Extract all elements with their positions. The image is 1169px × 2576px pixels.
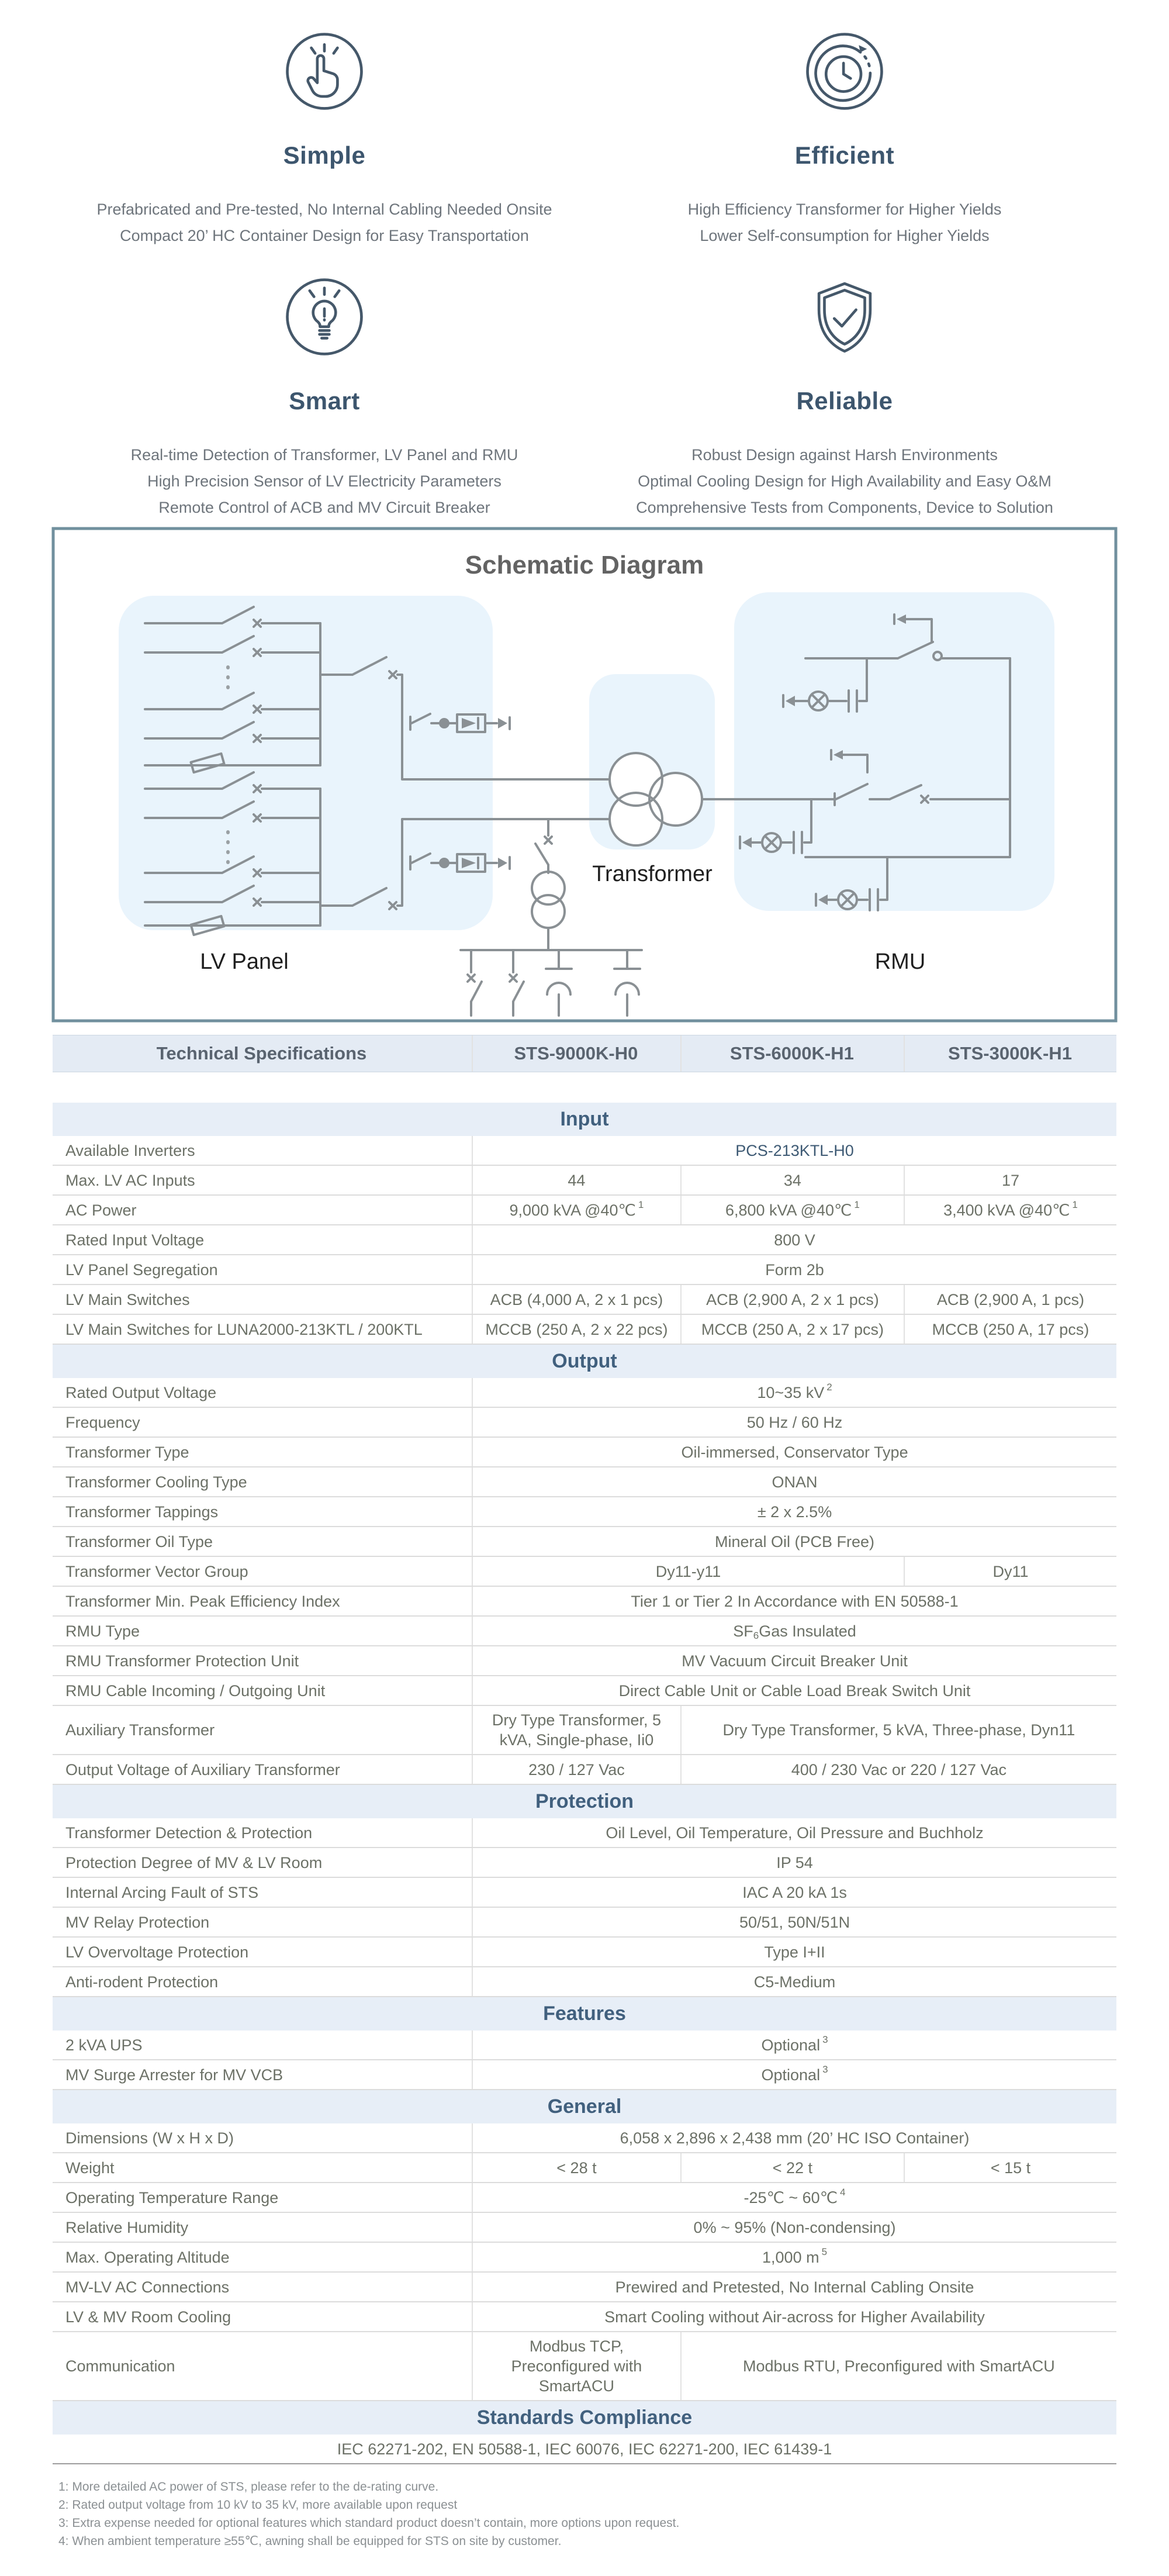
spec-value-cell: < 15 t xyxy=(904,2153,1116,2182)
spec-row xyxy=(53,1196,1116,1225)
spec-label: MV Surge Arrester for MV VCB xyxy=(65,2066,283,2084)
feature-line: Lower Self-consumption for Higher Yields xyxy=(700,227,990,244)
spec-row xyxy=(53,1438,1116,1467)
schematic-title: Schematic Diagram xyxy=(465,551,704,579)
footnote: 4: When ambient temperature ≥55℃, awning shall be equipped for STS on site by customer. xyxy=(58,2534,562,2548)
efficiency-clock-icon xyxy=(804,30,886,112)
spec-label: Operating Temperature Range xyxy=(65,2188,279,2206)
footnote: 2: Rated output voltage from 10 kV to 35 kV, more available upon request xyxy=(58,2498,458,2512)
feature-title: Simple xyxy=(283,141,366,169)
spec-row xyxy=(53,1848,1116,1878)
schematic-svg xyxy=(51,527,1118,1023)
shield-check-icon xyxy=(804,276,886,358)
spec-value-cell: 34 xyxy=(680,1166,904,1194)
spec-row xyxy=(53,1166,1116,1196)
spec-label: Output Voltage of Auxiliary Transformer xyxy=(65,1760,340,1779)
spec-value-cell: Dy11-y11 xyxy=(472,1557,904,1586)
spec-label: LV Main Switches for LUNA2000-213KTL / 200KTL xyxy=(65,1320,423,1338)
spec-label: Weight xyxy=(65,2159,115,2177)
feature-line: Comprehensive Tests from Components, Device to Solution xyxy=(636,499,1053,516)
spec-value-cell: 1,000 m 5 xyxy=(472,2243,1116,2271)
spec-section-header: General xyxy=(53,2090,1116,2123)
feature-card xyxy=(584,276,1105,521)
spec-label: Transformer Oil Type xyxy=(65,1532,213,1551)
spec-value-cell: Form 2b xyxy=(472,1255,1116,1284)
spec-value-cell: IAC A 20 kA 1s xyxy=(472,1878,1116,1907)
spec-value-cell: Prewired and Pretested, No Internal Cabling Onsite xyxy=(472,2273,1116,2301)
feature-card xyxy=(584,30,1105,249)
spec-label: Auxiliary Transformer xyxy=(65,1721,215,1739)
spec-value-cell: 400 / 230 Vac or 220 / 127 Vac xyxy=(680,1755,1116,1784)
spec-label: Transformer Cooling Type xyxy=(65,1473,247,1491)
spec-label: Transformer Detection & Protection xyxy=(65,1824,313,1842)
spec-label: Transformer Tappings xyxy=(65,1503,219,1521)
feature-line: High Efficiency Transformer for Higher Yields xyxy=(687,201,1002,218)
spec-row xyxy=(53,1255,1116,1285)
spec-label: Transformer Min. Peak Efficiency Index xyxy=(65,1592,340,1610)
spec-label: Dimensions (W x H x D) xyxy=(65,2129,234,2147)
spec-value-cell: Direct Cable Unit or Cable Load Break Switch Unit xyxy=(472,1676,1116,1705)
spec-row xyxy=(53,2243,1116,2273)
footnote: 3: Extra expense needed for optional features which standard product doesn’t contain, more options upon request. xyxy=(58,2516,680,2530)
spec-label: Max. Operating Altitude xyxy=(65,2248,230,2266)
spec-col-header-title: Technical Specifications xyxy=(156,1043,367,1063)
spec-row xyxy=(53,1587,1116,1617)
schematic-diagram xyxy=(51,527,1118,1023)
spec-label: Transformer Type xyxy=(65,1443,189,1461)
spec-value-cell: IP 54 xyxy=(472,1848,1116,1877)
spec-value-cell: ACB (4,000 A, 2 x 1 pcs) xyxy=(472,1285,680,1314)
spec-value-cell[interactable]: PCS-213KTL-H0 xyxy=(472,1136,1116,1165)
spec-value-cell: -25℃ ~ 60℃ 4 xyxy=(472,2183,1116,2212)
spec-value-cell: MCCB (250 A, 2 x 22 pcs) xyxy=(472,1315,680,1344)
spec-value-cell: 6,800 kVA @40℃ 1 xyxy=(680,1196,904,1224)
spec-value-cell: < 22 t xyxy=(680,2153,904,2182)
spec-label: RMU Transformer Protection Unit xyxy=(65,1652,299,1670)
footnotes xyxy=(58,2480,1111,2549)
spec-row xyxy=(53,1617,1116,1646)
footnote: 1: More detailed AC power of STS, please refer to the de-rating curve. xyxy=(58,2480,439,2494)
spec-row xyxy=(53,2031,1116,2060)
spec-value-cell: 6,058 x 2,896 x 2,438 mm (20’ HC ISO Container) xyxy=(472,2123,1116,2152)
spec-value-cell: ONAN xyxy=(472,1467,1116,1496)
spec-row xyxy=(53,1967,1116,1997)
spec-row xyxy=(53,1878,1116,1908)
spec-section-header: Protection xyxy=(53,1785,1116,1818)
spec-value-cell: Smart Cooling without Air-across for Higher Availability xyxy=(472,2302,1116,2331)
spec-row xyxy=(53,1706,1116,1755)
spec-label: MV Relay Protection xyxy=(65,1913,210,1931)
spec-label: LV & MV Room Cooling xyxy=(65,2308,231,2326)
spec-table-header-row xyxy=(53,1035,1116,1072)
spec-label: LV Panel Segregation xyxy=(65,1261,218,1279)
feature-description xyxy=(636,442,1053,521)
spec-row xyxy=(53,1467,1116,1497)
spec-section-header: Features xyxy=(53,1997,1116,2031)
spec-value-cell: Optional 3 xyxy=(472,2060,1116,2089)
spec-value-cell: 800 V xyxy=(472,1225,1116,1254)
spec-table xyxy=(53,1035,1116,2464)
spec-label: Protection Degree of MV & LV Room xyxy=(65,1853,323,1871)
spec-label: Transformer Vector Group xyxy=(65,1562,248,1580)
spec-label: Anti-rodent Protection xyxy=(65,1973,219,1991)
feature-title: Efficient xyxy=(794,141,895,169)
spec-value-cell: 50/51, 50N/51N xyxy=(472,1908,1116,1936)
spec-value-cell: Oil-immersed, Conservator Type xyxy=(472,1438,1116,1466)
feature-title: Smart xyxy=(289,387,360,415)
spec-row xyxy=(53,2435,1116,2464)
spec-row xyxy=(53,1818,1116,1848)
spec-table-gap xyxy=(53,1072,1116,1103)
feature-line: Remote Control of ACB and MV Circuit Breaker xyxy=(158,499,490,516)
feature-description xyxy=(688,196,1002,249)
rmu-region xyxy=(734,592,1054,911)
spec-label: Communication xyxy=(65,2357,175,2375)
feature-card xyxy=(64,30,584,249)
spec-row xyxy=(53,1938,1116,1967)
spec-label: LV Main Switches xyxy=(65,1290,190,1308)
spec-row xyxy=(53,1315,1116,1345)
spec-row xyxy=(53,1285,1116,1315)
feature-description xyxy=(131,442,518,521)
spec-row xyxy=(53,1136,1116,1166)
spec-value-cell: Dy11 xyxy=(904,1557,1116,1586)
spec-row xyxy=(53,2183,1116,2213)
feature-title: Reliable xyxy=(796,387,893,415)
spec-value-cell: 0% ~ 95% (Non-condensing) xyxy=(472,2213,1116,2242)
spec-value-cell: C5-Medium xyxy=(472,1967,1116,1996)
spec-row xyxy=(53,2273,1116,2302)
spec-row xyxy=(53,2302,1116,2332)
spec-col-header-model-2: STS-6000K-H1 xyxy=(680,1035,904,1072)
spec-label: Relative Humidity xyxy=(65,2218,189,2236)
lv-panel-label: LV Panel xyxy=(200,949,289,974)
spec-row xyxy=(53,2153,1116,2183)
feature-card xyxy=(64,276,584,521)
spec-row xyxy=(53,1646,1116,1676)
spec-row xyxy=(53,2123,1116,2153)
spec-value-cell: Optional 3 xyxy=(472,2031,1116,2059)
spec-value-cell: Dry Type Transformer, 5 kVA, Three-phase, Dyn11 xyxy=(680,1706,1116,1754)
spec-value-cell: 230 / 127 Vac xyxy=(472,1755,680,1784)
spec-value-cell: 10~35 kV 2 xyxy=(472,1378,1116,1407)
spec-row xyxy=(53,2332,1116,2401)
spec-row xyxy=(53,1225,1116,1255)
spec-value-cell: 17 xyxy=(904,1166,1116,1194)
spec-value-cell: IEC 62271-202, EN 50588-1, IEC 60076, IEC 62271-200, IEC 61439-1 xyxy=(337,2440,832,2458)
spec-row xyxy=(53,1908,1116,1938)
spec-label: Frequency xyxy=(65,1413,140,1431)
spec-label: Rated Output Voltage xyxy=(65,1383,217,1401)
spec-label: Available Inverters xyxy=(65,1141,195,1159)
spec-row xyxy=(53,1408,1116,1438)
feature-description xyxy=(97,196,552,249)
spec-value-cell: Modbus TCP, Preconfigured with SmartACU xyxy=(472,2332,680,2400)
spec-value-cell: < 28 t xyxy=(472,2153,680,2182)
spec-label: Rated Input Voltage xyxy=(65,1231,205,1249)
spec-row xyxy=(53,2060,1116,2090)
spec-label: AC Power xyxy=(65,1201,137,1219)
spec-label: Max. LV AC Inputs xyxy=(65,1171,195,1189)
lightbulb-icon xyxy=(283,276,365,358)
spec-label: RMU Cable Incoming / Outgoing Unit xyxy=(65,1681,326,1700)
spec-value-cell: MV Vacuum Circuit Breaker Unit xyxy=(472,1646,1116,1675)
spec-value-cell: Tier 1 or Tier 2 In Accordance with EN 50588-1 xyxy=(472,1587,1116,1615)
spec-value-cell: Mineral Oil (PCB Free) xyxy=(472,1527,1116,1556)
spec-row xyxy=(53,1676,1116,1706)
features-grid xyxy=(0,0,1169,527)
spec-value-cell: 3,400 kVA @40℃ 1 xyxy=(904,1196,1116,1224)
spec-section-header: Input xyxy=(53,1103,1116,1136)
feature-line: Compact 20’ HC Container Design for Easy Transportation xyxy=(120,227,529,244)
spec-section-header: Standards Compliance xyxy=(53,2401,1116,2435)
tap-hand-icon xyxy=(283,30,365,112)
spec-value-cell: 44 xyxy=(472,1166,680,1194)
spec-value-cell: Type I+II xyxy=(472,1938,1116,1966)
spec-value-cell: MCCB (250 A, 2 x 17 pcs) xyxy=(680,1315,904,1344)
spec-value-cell: MCCB (250 A, 17 pcs) xyxy=(904,1315,1116,1344)
feature-line: Prefabricated and Pre-tested, No Internal Cabling Needed Onsite xyxy=(96,201,552,218)
feature-line: Robust Design against Harsh Environments xyxy=(691,446,998,464)
spec-row xyxy=(53,2213,1116,2243)
spec-value-cell: ACB (2,900 A, 2 x 1 pcs) xyxy=(680,1285,904,1314)
spec-value-cell: 50 Hz / 60 Hz xyxy=(472,1408,1116,1437)
spec-label: Internal Arcing Fault of STS xyxy=(65,1883,259,1901)
spec-row xyxy=(53,1378,1116,1408)
rmu-label: RMU xyxy=(874,949,926,974)
spec-section-header: Output xyxy=(53,1345,1116,1378)
feature-line: High Precision Sensor of LV Electricity Parameters xyxy=(147,472,502,490)
spec-table-body xyxy=(53,1103,1116,2464)
spec-row xyxy=(53,1557,1116,1587)
spec-value-cell: Dry Type Transformer, 5 kVA, Single-phase, Ii0 xyxy=(472,1706,680,1754)
spec-label: LV Overvoltage Protection xyxy=(65,1943,249,1961)
feature-line: Real-time Detection of Transformer, LV Panel and RMU xyxy=(130,446,518,464)
spec-label: MV-LV AC Connections xyxy=(65,2278,230,2296)
transformer-label: Transformer xyxy=(592,862,713,886)
spec-row xyxy=(53,1755,1116,1785)
spec-row xyxy=(53,1527,1116,1557)
spec-col-header-model-1: STS-9000K-H0 xyxy=(472,1035,680,1072)
spec-label: 2 kVA UPS xyxy=(65,2036,143,2054)
lv-panel-region xyxy=(119,596,493,930)
spec-value-cell: Oil Level, Oil Temperature, Oil Pressure and Buchholz xyxy=(472,1818,1116,1847)
spec-value-cell: 9,000 kVA @40℃ 1 xyxy=(472,1196,680,1224)
spec-value-cell: SF 6 Gas Insulated xyxy=(472,1617,1116,1645)
feature-line: Optimal Cooling Design for High Availability and Easy O&M xyxy=(638,472,1052,490)
spec-value-cell: ACB (2,900 A, 1 pcs) xyxy=(904,1285,1116,1314)
spec-value-cell: ± 2 x 2.5% xyxy=(472,1497,1116,1526)
spec-row xyxy=(53,1497,1116,1527)
spec-label: RMU Type xyxy=(65,1622,140,1640)
spec-value-cell: Modbus RTU, Preconfigured with SmartACU xyxy=(680,2332,1116,2400)
spec-col-header-model-3: STS-3000K-H1 xyxy=(904,1035,1116,1072)
